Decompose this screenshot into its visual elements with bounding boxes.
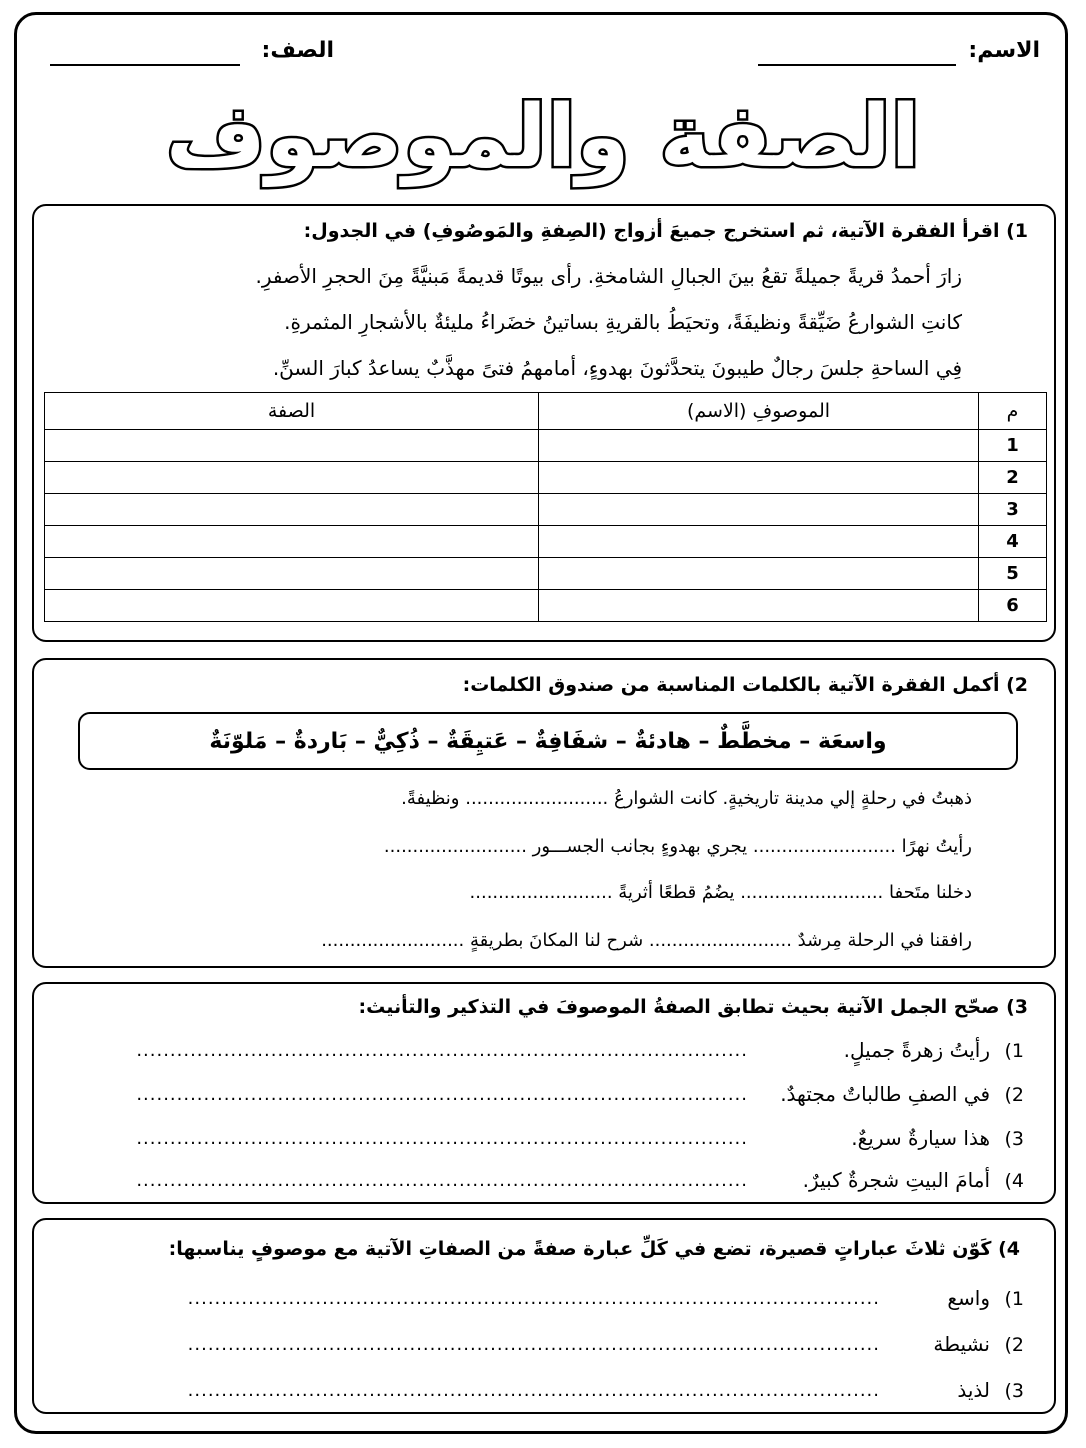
answer-line[interactable]: ....................................................................................................... bbox=[187, 1288, 880, 1309]
paragraph-line-3: فِي الساحةِ جلسَ رجالٌ طيبونَ يتحدَّثونَ بهدوءٍ، أمامهمُ فتىً مهذَّبٌ يساعدُ كبارَ السنِّ. bbox=[272, 356, 962, 380]
noun-cell[interactable] bbox=[539, 462, 979, 494]
adjective-word: لذيذ bbox=[957, 1378, 990, 1402]
col-header-adj: الصفة bbox=[45, 393, 539, 430]
answer-table bbox=[44, 392, 1047, 622]
adj-cell[interactable] bbox=[45, 494, 539, 526]
adj-cell[interactable] bbox=[45, 590, 539, 622]
fill-sentence-2[interactable]: رأيتُ نهرًا ......................... يجري بهدوءٍ بجانب الجســـور ......................... bbox=[383, 836, 972, 857]
noun-cell[interactable] bbox=[539, 558, 979, 590]
row-number: 4 bbox=[979, 526, 1047, 558]
adjective-word: واسع bbox=[947, 1286, 990, 1310]
item-number: 1) bbox=[1004, 1288, 1024, 1310]
answer-line[interactable]: ........................................................................................... bbox=[136, 1170, 748, 1191]
table-row bbox=[45, 494, 1047, 526]
incorrect-sentence: رأيتُ زهرةً جميلٍ. bbox=[843, 1038, 990, 1062]
section-4 bbox=[32, 1218, 1056, 1414]
answer-line[interactable]: ........................................................................................... bbox=[136, 1084, 748, 1105]
adj-cell[interactable] bbox=[45, 430, 539, 462]
section-1-question: 1) اقرأ الفقرة الآتية، ثم استخرج جميعَ أزواج (الصِفةِ والمَوصُوفِ) في الجدول: bbox=[303, 220, 1028, 242]
adj-cell[interactable] bbox=[45, 526, 539, 558]
table-row bbox=[45, 590, 1047, 622]
answer-line[interactable]: ........................................................................................... bbox=[136, 1040, 748, 1061]
adj-cell[interactable] bbox=[45, 462, 539, 494]
row-number: 6 bbox=[979, 590, 1047, 622]
adjective-word: نشيطة bbox=[933, 1332, 990, 1356]
class-blank[interactable] bbox=[50, 64, 240, 66]
col-header-num: م bbox=[979, 393, 1047, 430]
answer-line[interactable]: ....................................................................................................... bbox=[187, 1334, 880, 1355]
section-2-question: 2) أكمل الفقرة الآتية بالكلمات المناسبة من صندوق الكلمات: bbox=[462, 674, 1028, 696]
paragraph-line-1: زارَ أحمدُ قريةً جميلةً تقعُ بينَ الجبالِ الشامخةِ. رأى بيوتًا قديمةً مَبنيَّةً مِنَ الحجرِ الأصفرِ. bbox=[255, 264, 962, 288]
col-header-noun: الموصوفِ (الاسم) bbox=[539, 393, 979, 430]
paragraph-line-2: كانتِ الشوارعُ ضَيِّقةً ونظيفَةً، وتحيَطُ بالقريةِ بساتينُ خضَراءُ مليئةٌ بالأشجارِ المثمرةِ. bbox=[284, 310, 962, 334]
page-title: الصفة والموصوف bbox=[165, 87, 921, 187]
item-number: 3) bbox=[1004, 1380, 1024, 1402]
row-number: 1 bbox=[979, 430, 1047, 462]
answer-line[interactable]: ....................................................................................................... bbox=[187, 1380, 880, 1401]
class-label: الصف: bbox=[261, 38, 334, 63]
incorrect-sentence: أمامَ البيتِ شجرةٌ كبيرٌ. bbox=[802, 1168, 990, 1192]
fill-sentence-3[interactable]: دخلنا متَحفا ......................... يضُمُ قطعًا أثريةً ......................... bbox=[469, 882, 972, 903]
table-row bbox=[45, 526, 1047, 558]
item-number: 4) bbox=[1004, 1170, 1024, 1192]
noun-cell[interactable] bbox=[539, 494, 979, 526]
noun-cell[interactable] bbox=[539, 430, 979, 462]
section-3-question: 3) صحّح الجمل الآتية بحيث تطابق الصفةُ الموصوفَ في التذكير والتأنيث: bbox=[358, 996, 1028, 1018]
noun-cell[interactable] bbox=[539, 526, 979, 558]
section-3 bbox=[32, 982, 1056, 1204]
section-4-question: 4) كَوّن ثلاثَ عباراتٍ قصيرة، تضع في كَلِّ عبارة صفةً من الصفاتِ الآتية مع موصوفٍ يناسبها: bbox=[168, 1238, 1020, 1260]
item-number: 2) bbox=[1004, 1334, 1024, 1356]
noun-cell[interactable] bbox=[539, 590, 979, 622]
item-number: 2) bbox=[1004, 1084, 1024, 1106]
incorrect-sentence: هذا سيارةٌ سريعٌ. bbox=[851, 1126, 990, 1150]
row-number: 3 bbox=[979, 494, 1047, 526]
table-row bbox=[45, 462, 1047, 494]
name-label: الاسم: bbox=[968, 38, 1040, 63]
answer-line[interactable]: ........................................................................................... bbox=[136, 1128, 748, 1149]
fill-sentence-4[interactable]: رافقنا في الرحلة مِرشدٌ ......................... شرح لنا المكانَ بطريقةٍ ......................... bbox=[321, 930, 972, 951]
item-number: 3) bbox=[1004, 1128, 1024, 1150]
name-blank[interactable] bbox=[758, 64, 956, 66]
incorrect-sentence: في الصفِ طالباتٌ مجتهدٌ. bbox=[780, 1082, 990, 1106]
adj-cell[interactable] bbox=[45, 558, 539, 590]
section-1 bbox=[32, 204, 1056, 642]
word-box: واسعَة – مخطَّطٌ – هادئةٌ – شفَافِةٌ – عَتيِقَةٌ – ذُكِيٌّ – بَاردةٌ – مَلوّنَةٌ bbox=[78, 712, 1018, 770]
row-number: 2 bbox=[979, 462, 1047, 494]
row-number: 5 bbox=[979, 558, 1047, 590]
table-row bbox=[45, 430, 1047, 462]
item-number: 1) bbox=[1004, 1040, 1024, 1062]
section-2 bbox=[32, 658, 1056, 968]
fill-sentence-1[interactable]: ذهبتُ في رحلةٍ إلي مدينة تاريخيةٍ. كانت الشوارعُ ......................... ونظيفةً. bbox=[401, 788, 972, 809]
table-row bbox=[45, 558, 1047, 590]
